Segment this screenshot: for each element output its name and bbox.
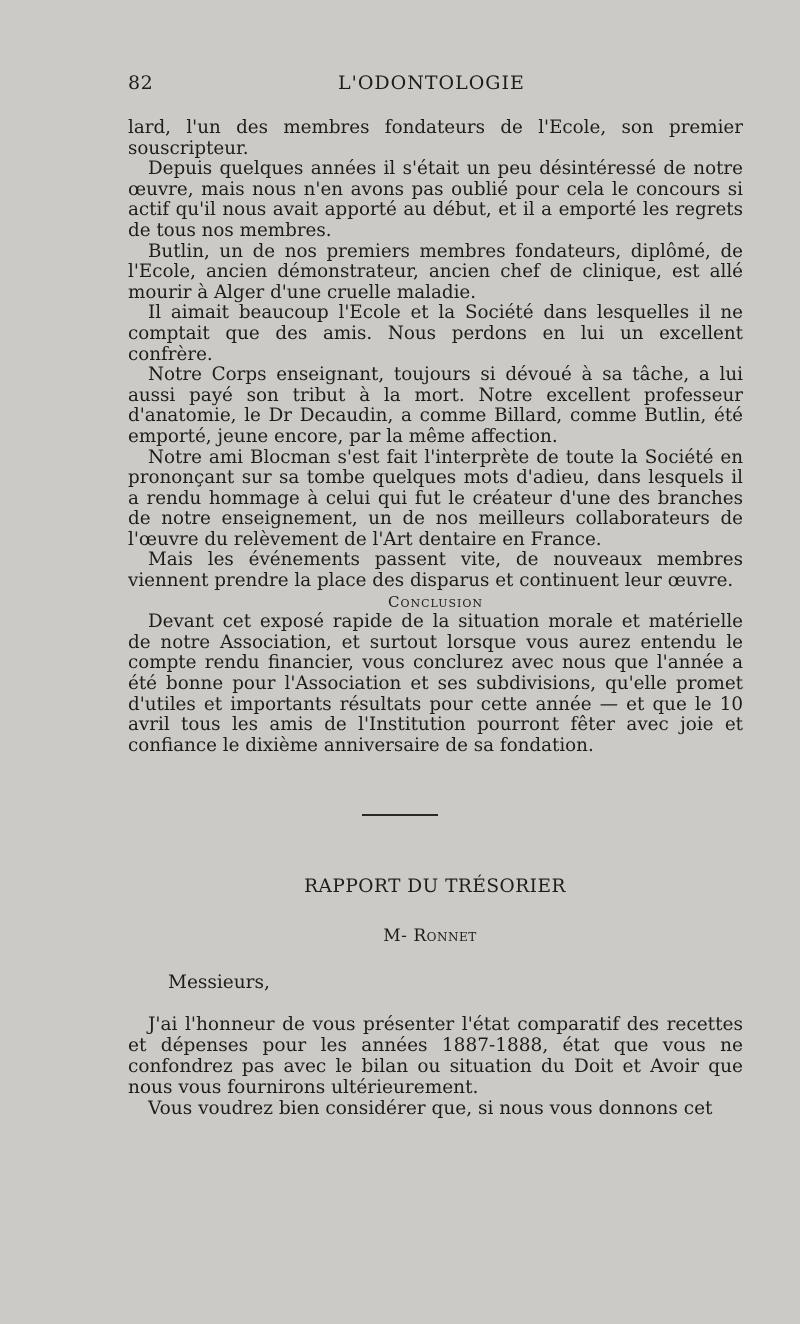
conclusion-paragraph: Devant cet exposé rapide de la situation morale et matérielle de notre Association, et surtout lorsque vous aurez entendu le compte rendu financier, vous conclurez avec nous que l'année a été bonne pour l'Association et ses subdivisions, qu'elle promet d'utiles et importants résultats pour cette année — et que le 10 avril tous les amis de l'Institution pourront fêter avec joie et confiance le dixième anniversaire de sa fondation. [128, 611, 743, 756]
conclusion-heading: Conclusion [387, 592, 484, 611]
paragraph-3: Butlin, un de nos premiers membres fondateurs, diplômé, de l'Ecole, ancien démonstrateur, ancien chef de clinique, est allé mourir à Alger d'une cruelle maladie. [128, 240, 743, 303]
paragraph-1: lard, l'un des membres fondateurs de l'Ecole, son premier souscripteur. [128, 117, 743, 159]
report-paragraph-2: Vous voudrez bien considérer que, si nous vous donnons cet [148, 1098, 713, 1119]
paragraph-4: Il aimait beaucoup l'Ecole et la Société dans lesquelles il ne comptait que des amis. Nous perdons en lui un excellent confrère. [128, 302, 743, 365]
section-separator [362, 814, 438, 816]
treasurer-report-body [128, 1014, 743, 1119]
report-paragraph-1: J'ai l'honneur de vous présenter l'état comparatif des recettes et dépenses pour les années 1887-1888, état que vous ne confondrez pas avec le bilan ou situation du Doit et Avoir que nous vous fournirons ultérieurement. [128, 1014, 743, 1098]
report-title: RAPPORT DU TRÉSORIER [304, 876, 566, 897]
paragraph-6: Notre ami Blocman s'est fait l'interprète de toute la Société en prononçant sur sa tombe quelques mots d'adieu, dans lesquels il a rendu hommage à celui qui fut le créateur d'une des branches de notre enseignement, un de nos meilleurs collaborateurs de l'œuvre du relèvement de l'Art dentaire en France. [128, 446, 743, 550]
paragraph-2: Depuis quelques années il s'était un peu désintéressé de notre œuvre, mais nous n'en avons pas oublié pour cela le concours si actif qu'il nous avait apporté au début, et il a emporté les regrets de tous nos membres. [128, 158, 743, 241]
report-author: M- Ronnet [383, 926, 477, 946]
obituary-section [128, 118, 743, 756]
journal-title: L'ODONTOLOGIE [338, 72, 525, 94]
page-number: 82 [128, 72, 154, 94]
salutation: Messieurs, [168, 972, 270, 993]
running-head [128, 72, 743, 98]
paragraph-7: Mais les événements passent vite, de nouveaux membres viennent prendre la place des disparus et continuent leur œuvre. [128, 549, 743, 592]
paragraph-5: Notre Corps enseignant, toujours si dévoué à sa tâche, a lui aussi payé son tribut à la mort. Notre excellent professeur d'anatomie, le Dr Decaudin, a comme Billard, comme Butlin, été emporté, jeune encore, par la même affection. [128, 364, 743, 447]
